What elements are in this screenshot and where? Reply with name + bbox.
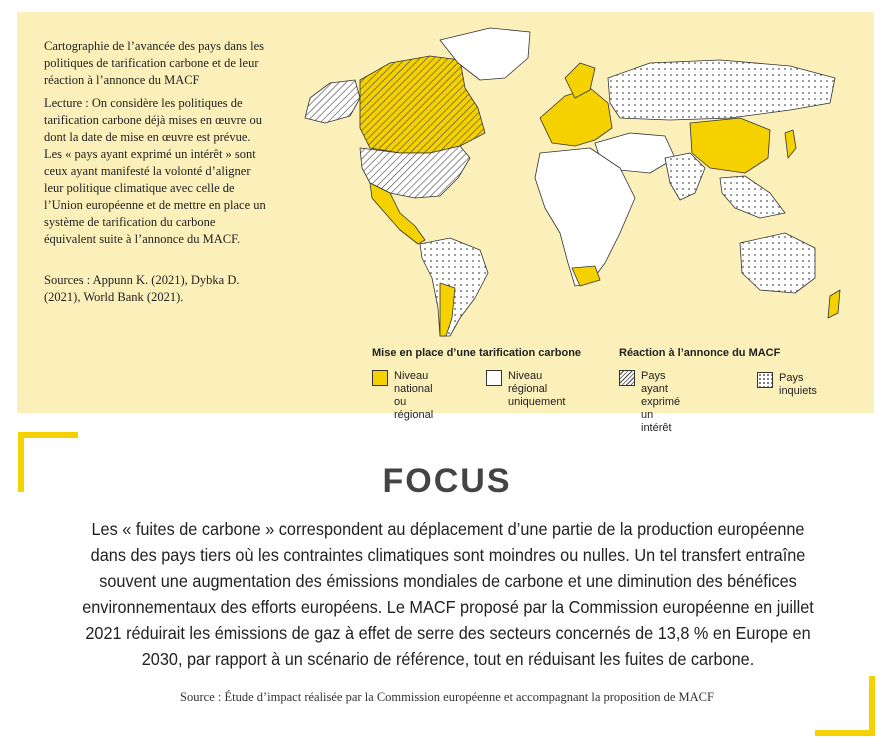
region-south-america [420, 238, 488, 336]
region-alaska [305, 80, 360, 123]
legend-item-national [372, 370, 433, 422]
legend-group1-title: Mise en place d’une tarification carbone [372, 347, 582, 359]
region-southeast-asia [720, 176, 785, 218]
caption-reading-note: Lecture : On considère les politiques de tarification carbone déjà mises en œuvre ou dont la date de mise en œuvre est prévue. Les « pays ayant exprimé un intérêt » sont ceux ayant manifesté la volonté d’aligner leur politique climatique avec celle de l’Union européenne et de mettre en place un système de tarification du carbone équivalent suite à l’annonce du MACF. [44, 96, 266, 246]
swatch-white [486, 370, 502, 386]
caption-sources: Sources : Appunn K. (2021), Dybka D. (2021), World Bank (2021). [44, 273, 240, 304]
focus-source: Source : Étude d’impact réalisée par la Commission européenne et accompagnant la proposition de MACF [180, 690, 714, 704]
swatch-hatch [619, 370, 635, 386]
legend-label: Pays inquiets [779, 372, 817, 397]
region-africa [535, 148, 635, 286]
region-canada [360, 56, 485, 153]
region-australia [740, 233, 815, 293]
legend-item-concerned [757, 372, 817, 398]
focus-text: Les « fuites de carbone » correspondent au déplacement d’une partie de la production européenne dans des pays tiers où les contraintes climatiques sont moindres ou nulles. Un tel transfert entraîne souvent une augmentation des émissions mondiales de carbone et une diminution des bénéfices environnementaux des efforts européens. Le MACF proposé par la Commission européenne en juillet 2021 réduirait les émissions de gaz à effet de serre des secteurs concernés de 13,8 % en Europe en 2030, par rapport à un scénario de référence, tout en réduisant les fuites de carbone. [82, 519, 814, 669]
region-japan [785, 130, 796, 158]
corner-bracket-bottom-right [815, 676, 875, 736]
region-russia [608, 60, 835, 120]
legend-label: Niveau régional uniquement [508, 370, 566, 408]
legend-group2-title: Réaction à l’annonce du MACF [619, 347, 781, 359]
legend-item-regional [486, 370, 565, 409]
focus-title: FOCUS [382, 462, 512, 500]
swatch-dots [757, 372, 773, 388]
region-india [665, 153, 705, 200]
legend-item-interest [619, 370, 680, 435]
caption-title: Cartographie de l’avancée des pays dans les politiques de tarification carbone et de leur réaction à l’annonce du MACF [44, 39, 265, 87]
map-caption [44, 38, 270, 312]
region-new-zealand [828, 290, 840, 318]
legend-label: Pays ayant exprimé un intérêt [641, 370, 681, 434]
swatch-yellow [372, 370, 388, 386]
legend-label: Niveau national ou régional [394, 370, 434, 421]
world-map [290, 18, 870, 338]
